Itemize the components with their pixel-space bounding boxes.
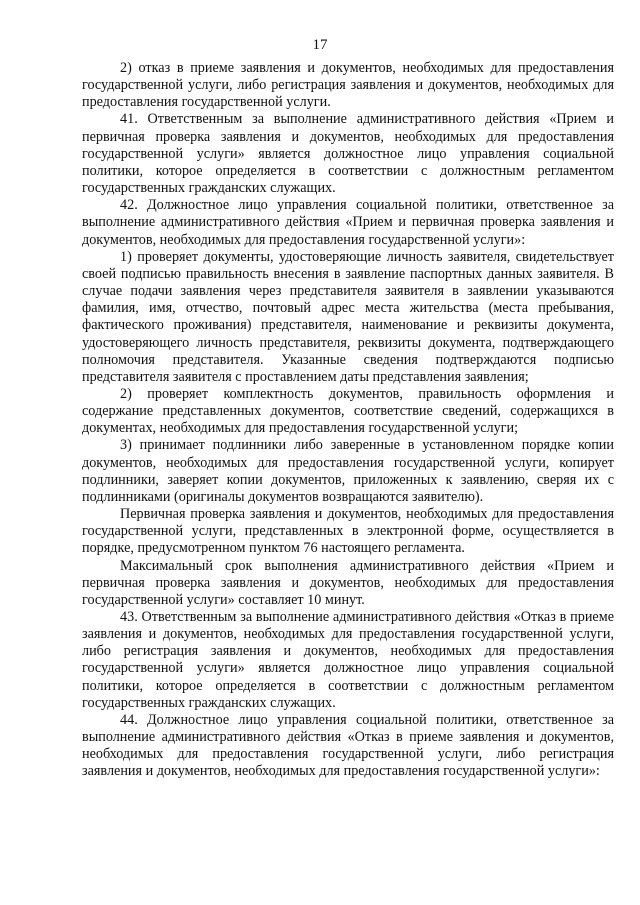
paragraph-refusal-item-2: 2) отказ в приеме заявления и документов, необходимых для предоставления государственной услуги, либо регистрация заявления и документов, необходимых для предоставления государственной услуги.	[82, 60, 614, 111]
paragraph-42-item-2: 2) проверяет комплектность документов, правильность оформления и содержание представленных документов, соответствие сведений, содержащихся в документах, необходимых для предоставления государственной услуги;	[82, 385, 614, 437]
page-number: 17	[312, 37, 328, 53]
document-body	[82, 60, 614, 781]
paragraph-42: 42. Должностное лицо управления социальной политики, ответственное за выполнение административного действия «Прием и первичная проверка заявления и документов, необходимых для предоставления государственной услуги»:	[82, 197, 614, 248]
paragraph-41: 41. Ответственным за выполнение административного действия «Прием и первичная проверка заявления и документов, необходимых для предоставления государственной услуги» является должностное лицо управления социальной политики, которое определяется в соответствии с должностным регламентом государственных гражданских служащих.	[82, 111, 614, 197]
paragraph-44: 44. Должностное лицо управления социальной политики, ответственное за выполнение административного действия «Отказ в приеме заявления и документов, необходимых для предоставления государственной услуги, либо регистрация заявления и документов, необходимых для предоставления государственной услуги»:	[82, 711, 614, 780]
paragraph-max-duration: Максимальный срок выполнения административного действия «Прием и первичная проверка заявления и документов, необходимых для предоставления государственной услуги» составляет 10 минут.	[82, 557, 614, 608]
paragraph-42-item-1: 1) проверяет документы, удостоверяющие личность заявителя, свидетельствует своей подписью правильность внесения в заявление паспортных данных заявителя. В случае подачи заявления через представителя заявителя в заявлении указываются фамилия, имя, отчество, почтовый адрес места жительства (места пребывания, фактического проживания) представителя, наименование и реквизиты документа, удостоверяющего личность представителя, реквизиты документа, подтверждающего полномочия представителя. Указанные сведения подтверждаются подписью представителя заявителя с проставлением даты представления заявления;	[82, 248, 614, 385]
paragraph-42-item-3: 3) принимает подлинники либо заверенные в установленном порядке копии документов, необходимых для предоставления государственной услуги, копирует подлинники, заверяет копии документов, приложенных к заявлению, сверяя их с подлинниками (оригиналы документов возвращаются заявителю).	[82, 437, 614, 505]
paragraph-43: 43. Ответственным за выполнение административного действия «Отказ в приеме заявления и документов, необходимых для предоставления государственной услуги, либо регистрация заявления и документов, необходимых для предоставления государственной услуги» является должностное лицо управления социальной политики, которое определяется в соответствии с должностным регламентом государственных гражданских служащих.	[82, 609, 614, 711]
paragraph-electronic-check: Первичная проверка заявления и документов, необходимых для предоставления государственной услуги, представленных в электронной форме, осуществляется в порядке, предусмотренном пунктом 76 настоящего регламента.	[82, 506, 614, 557]
